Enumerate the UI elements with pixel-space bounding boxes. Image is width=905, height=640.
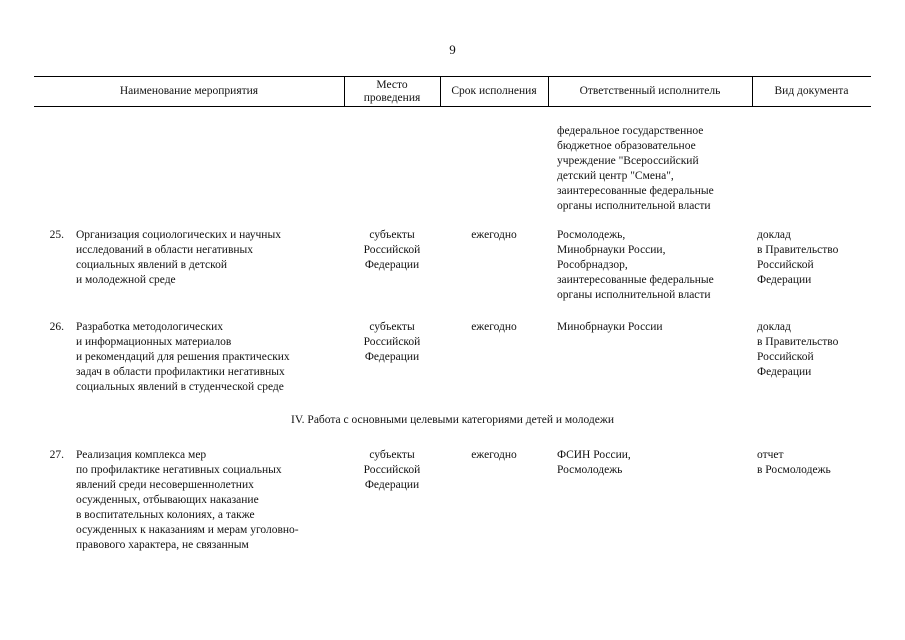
row-responsible: Росмолодежь, Минобрнауки России, Рособрнадзор, заинтересованные федеральные органы исполнительной власти <box>557 229 714 301</box>
section-heading: IV. Работа с основными целевыми категориями детей и молодежи <box>291 414 614 426</box>
row-number: 25. <box>49 229 64 241</box>
row-number: 27. <box>49 449 64 461</box>
row-term: ежегодно <box>471 449 517 461</box>
row-number: 26. <box>49 321 64 333</box>
row-place: субъекты Российской Федерации <box>363 229 421 271</box>
row-term: ежегодно <box>471 321 517 333</box>
header-name: Наименование мероприятия <box>119 85 259 97</box>
row-responsible: Минобрнауки России <box>557 321 663 333</box>
continuation-responsible: федеральное государственное бюджетное образовательное учреждение "Всероссийский детский центр "Смена", заинтересованные федеральные органы исполнительной власти <box>557 125 714 212</box>
row-name: Реализация комплекса мер по профилактике негативных социальных явлений среди несовершеннолетних осужденных, отбывающих наказание в воспитательных колониях, а также осужденных к наказаниям и мерам уголовно- правового характера, не связанным <box>76 449 299 551</box>
row-term: ежегодно <box>471 229 517 241</box>
row-name: Разработка методологических и информационных материалов и рекомендаций для решения практических задач в области профилактики негативных социальных явлений в студенческой среде <box>76 321 290 393</box>
row-place: субъекты Российской Федерации <box>363 321 421 363</box>
header-place: Место проведения <box>363 78 421 104</box>
header-responsible: Ответственный исполнитель <box>579 85 721 97</box>
row-responsible: ФСИН России, Росмолодежь <box>557 449 631 476</box>
page-number: 9 <box>449 42 456 57</box>
header-doc: Вид документа <box>774 85 849 97</box>
row-doc: доклад в Правительство Российской Федерации <box>757 321 839 378</box>
row-doc: отчет в Росмолодежь <box>757 449 831 476</box>
row-doc: доклад в Правительство Российской Федерации <box>757 229 839 286</box>
row-name: Организация социологических и научных исследований в области негативных социальных явлений в детской и молодежной среде <box>76 229 281 286</box>
row-place: субъекты Российской Федерации <box>363 449 421 491</box>
header-term: Срок исполнения <box>451 85 537 97</box>
